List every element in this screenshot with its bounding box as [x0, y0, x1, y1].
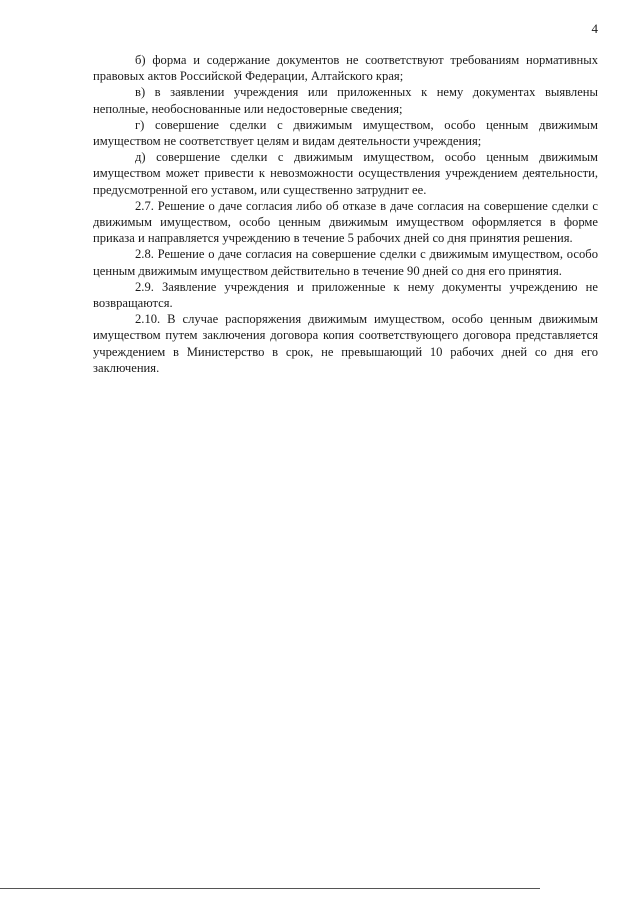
- paragraph-section-2-10: 2.10. В случае распоряжения движимым имуществом, особо ценным движимым имуществом путем заключения договора копия соответствующего договора представляется учреждением в Министерство в срок, не превышающий 10 рабочих дней со дня его заключения.: [93, 312, 598, 375]
- document-body: [93, 52, 598, 376]
- paragraph-section-2-9: 2.9. Заявление учреждения и приложенные к нему документы учреждению не возвращаются.: [93, 279, 598, 311]
- page-number: 4: [591, 21, 598, 36]
- paragraph-item-d: д) совершение сделки с движимым имуществом, особо ценным движимым имуществом может привести к невозможности осуществления учреждением деятельности, предусмотренной его уставом, или существенно затруднит ее.: [93, 150, 598, 197]
- bottom-divider: [0, 888, 540, 889]
- paragraph-item-g: г) совершение сделки с движимым имуществом, особо ценным движимым имуществом не соответствует целям и видам деятельности учреждения;: [93, 117, 598, 149]
- paragraph-section-2-7: 2.7. Решение о даче согласия либо об отказе в даче согласия на совершение сделки с движимым имуществом, особо ценным движимым имуществом оформляется в форме приказа и направляется учреждению в течение 5 рабочих дней со дня принятия решения.: [93, 198, 598, 246]
- paragraph-item-v: в) в заявлении учреждения или приложенных к нему документах выявлены неполные, необоснованные или недостоверные сведения;: [93, 85, 598, 116]
- paragraph-section-2-8: 2.8. Решение о даче согласия на совершение сделки с движимым имуществом, особо ценным движимым имуществом действительно в течение 90 дней со дня его принятия.: [93, 247, 598, 278]
- paragraph-item-b: б) форма и содержание документов не соответствуют требованиям нормативных правовых актов Российской Федерации, Алтайского края;: [93, 53, 598, 84]
